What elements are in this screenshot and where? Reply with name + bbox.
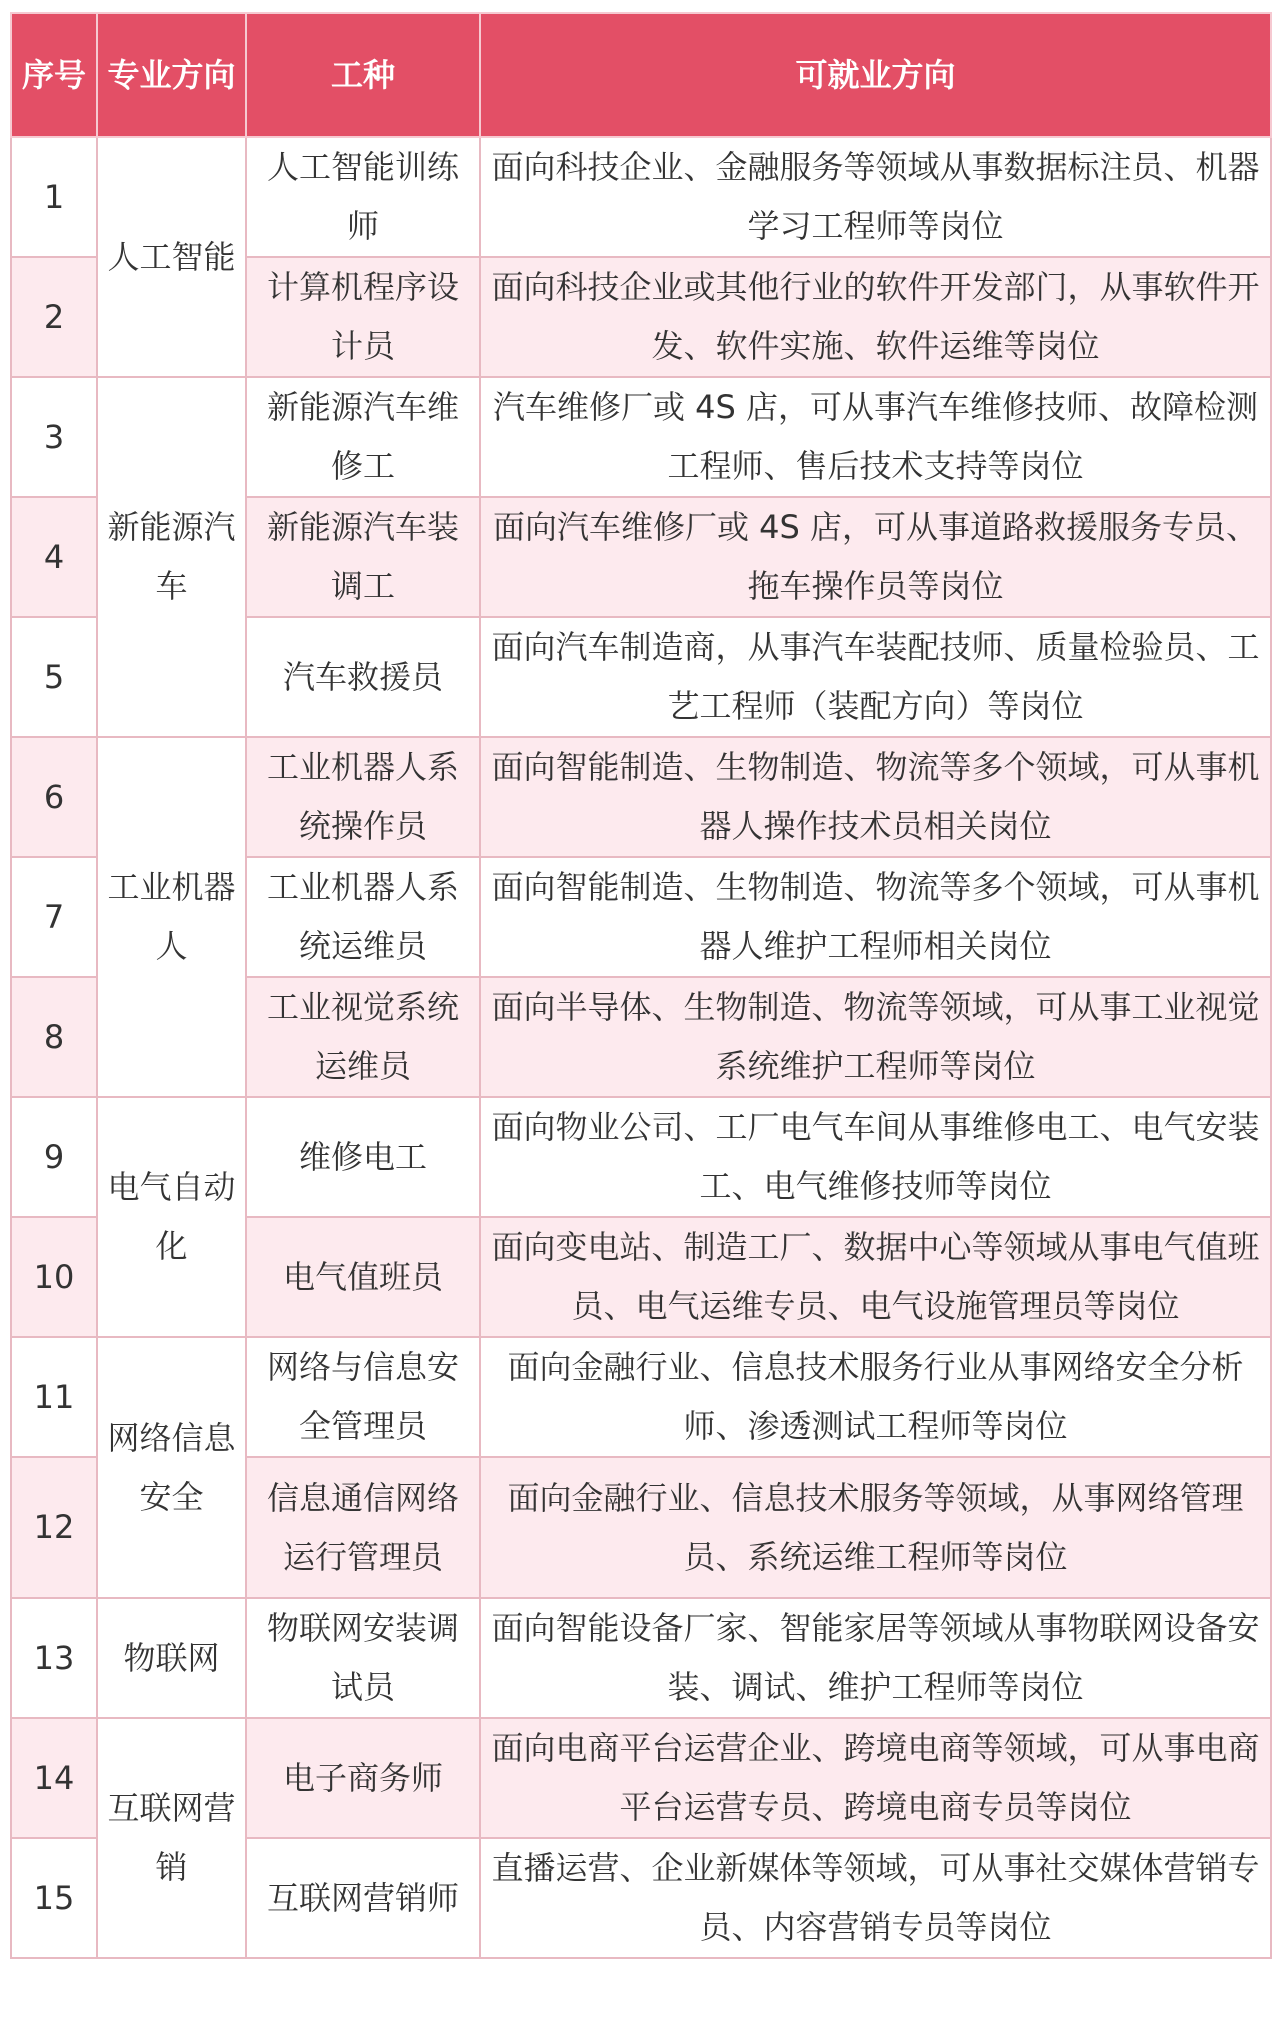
header-employment: 可就业方向 bbox=[480, 13, 1271, 137]
employment-cell: 面向科技企业、金融服务等领域从事数据标注员、机器学习工程师等岗位 bbox=[480, 137, 1271, 257]
row-number: 1 bbox=[11, 137, 97, 257]
job-type-cell: 工业视觉系统运维员 bbox=[246, 977, 480, 1097]
header-direction: 专业方向 bbox=[97, 13, 246, 137]
row-number: 8 bbox=[11, 977, 97, 1097]
row-number: 5 bbox=[11, 617, 97, 737]
table-row bbox=[11, 1337, 1271, 1457]
row-number: 9 bbox=[11, 1097, 97, 1217]
job-type-cell: 信息通信网络运行管理员 bbox=[246, 1457, 480, 1598]
employment-cell: 面向金融行业、信息技术服务行业从事网络安全分析师、渗透测试工程师等岗位 bbox=[480, 1337, 1271, 1457]
row-number: 15 bbox=[11, 1838, 97, 1958]
row-number: 6 bbox=[11, 737, 97, 857]
employment-cell: 面向智能制造、生物制造、物流等多个领域，可从事机器人操作技术员相关岗位 bbox=[480, 737, 1271, 857]
employment-cell: 面向电商平台运营企业、跨境电商等领域，可从事电商平台运营专员、跨境电商专员等岗位 bbox=[480, 1718, 1271, 1838]
row-number: 10 bbox=[11, 1217, 97, 1337]
table-body bbox=[11, 137, 1271, 1958]
direction-cell: 新能源汽车 bbox=[97, 377, 246, 737]
employment-cell: 面向智能设备厂家、智能家居等领域从事物联网设备安装、调试、维护工程师等岗位 bbox=[480, 1598, 1271, 1718]
row-number: 14 bbox=[11, 1718, 97, 1838]
employment-cell: 面向半导体、生物制造、物流等领域，可从事工业视觉系统维护工程师等岗位 bbox=[480, 977, 1271, 1097]
row-number: 7 bbox=[11, 857, 97, 977]
table-row bbox=[11, 137, 1271, 257]
direction-cell: 工业机器人 bbox=[97, 737, 246, 1097]
table-row bbox=[11, 377, 1271, 497]
employment-cell: 面向物业公司、工厂电气车间从事维修电工、电气安装工、电气维修技师等岗位 bbox=[480, 1097, 1271, 1217]
row-number: 3 bbox=[11, 377, 97, 497]
job-type-cell: 网络与信息安全管理员 bbox=[246, 1337, 480, 1457]
employment-cell: 面向金融行业、信息技术服务等领域，从事网络管理员、系统运维工程师等岗位 bbox=[480, 1457, 1271, 1598]
row-number: 2 bbox=[11, 257, 97, 377]
direction-cell: 物联网 bbox=[97, 1598, 246, 1718]
job-type-cell: 维修电工 bbox=[246, 1097, 480, 1217]
direction-cell: 网络信息安全 bbox=[97, 1337, 246, 1598]
job-type-cell: 物联网安装调试员 bbox=[246, 1598, 480, 1718]
job-type-cell: 互联网营销师 bbox=[246, 1838, 480, 1958]
row-number: 11 bbox=[11, 1337, 97, 1457]
header-no: 序号 bbox=[11, 13, 97, 137]
direction-cell: 人工智能 bbox=[97, 137, 246, 377]
header-row bbox=[11, 13, 1271, 137]
employment-cell: 面向汽车维修厂或 4S 店，可从事道路救援服务专员、拖车操作员等岗位 bbox=[480, 497, 1271, 617]
employment-cell: 直播运营、企业新媒体等领域，可从事社交媒体营销专员、内容营销专员等岗位 bbox=[480, 1838, 1271, 1958]
row-number: 13 bbox=[11, 1598, 97, 1718]
employment-cell: 面向科技企业或其他行业的软件开发部门，从事软件开发、软件实施、软件运维等岗位 bbox=[480, 257, 1271, 377]
direction-cell: 互联网营销 bbox=[97, 1718, 246, 1958]
employment-cell: 面向变电站、制造工厂、数据中心等领域从事电气值班员、电气运维专员、电气设施管理员等岗位 bbox=[480, 1217, 1271, 1337]
employment-cell: 面向智能制造、生物制造、物流等多个领域，可从事机器人维护工程师相关岗位 bbox=[480, 857, 1271, 977]
job-type-cell: 工业机器人系统操作员 bbox=[246, 737, 480, 857]
job-type-cell: 工业机器人系统运维员 bbox=[246, 857, 480, 977]
row-number: 12 bbox=[11, 1457, 97, 1598]
header-job-type: 工种 bbox=[246, 13, 480, 137]
job-type-cell: 新能源汽车装调工 bbox=[246, 497, 480, 617]
job-type-cell: 计算机程序设计员 bbox=[246, 257, 480, 377]
job-type-cell: 人工智能训练师 bbox=[246, 137, 480, 257]
row-number: 4 bbox=[11, 497, 97, 617]
employment-table bbox=[10, 12, 1272, 1959]
table-row bbox=[11, 1097, 1271, 1217]
table-row bbox=[11, 1718, 1271, 1838]
job-type-cell: 电子商务师 bbox=[246, 1718, 480, 1838]
job-type-cell: 汽车救援员 bbox=[246, 617, 480, 737]
job-type-cell: 电气值班员 bbox=[246, 1217, 480, 1337]
table-row bbox=[11, 737, 1271, 857]
employment-cell: 面向汽车制造商，从事汽车装配技师、质量检验员、工艺工程师（装配方向）等岗位 bbox=[480, 617, 1271, 737]
job-type-cell: 新能源汽车维修工 bbox=[246, 377, 480, 497]
direction-cell: 电气自动化 bbox=[97, 1097, 246, 1337]
table-row bbox=[11, 1598, 1271, 1718]
employment-cell: 汽车维修厂或 4S 店，可从事汽车维修技师、故障检测工程师、售后技术支持等岗位 bbox=[480, 377, 1271, 497]
